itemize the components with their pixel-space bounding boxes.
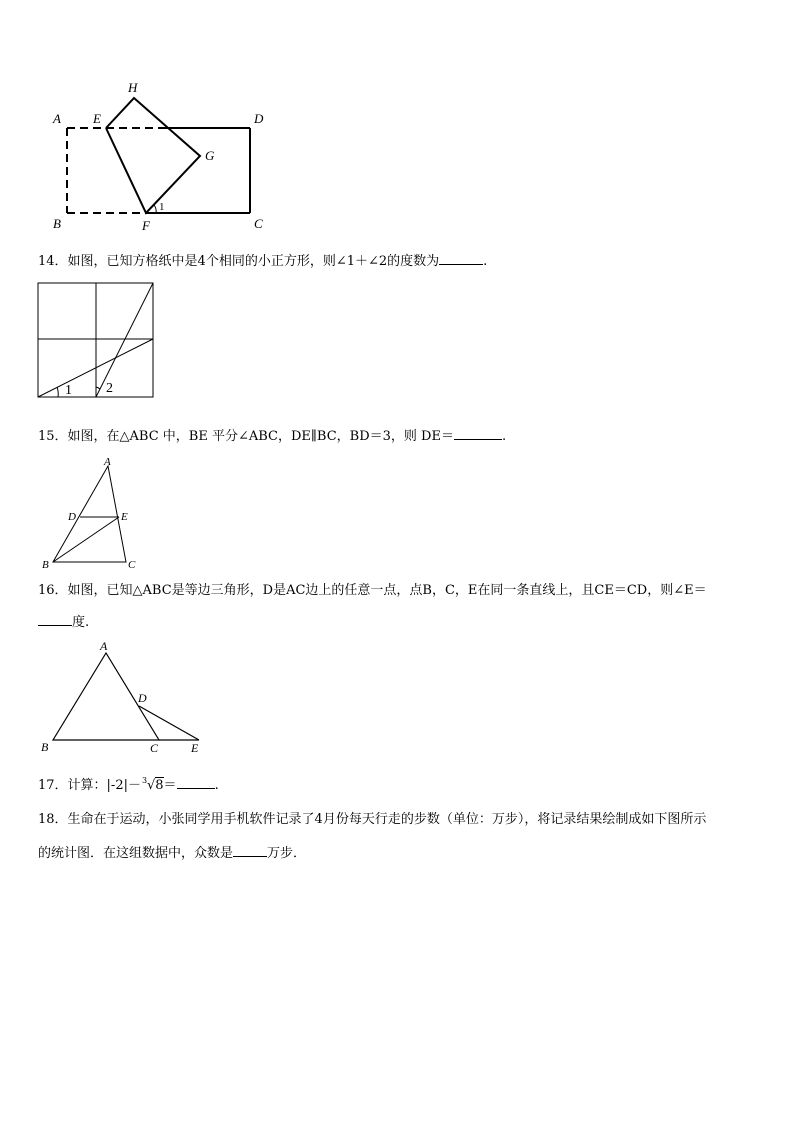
label-f: F [142, 218, 150, 233]
figure-15-triangle [36, 454, 156, 572]
label-a: A [104, 456, 111, 468]
question-14-period: . [483, 254, 488, 269]
label-e: E [93, 111, 101, 126]
question-17-text: 17．计算：|-2|－ [38, 778, 141, 793]
label-a: A [100, 639, 108, 653]
label-c: C [128, 559, 136, 571]
folded-quadrilateral-efgh [106, 98, 200, 213]
angle-1-arc [57, 387, 58, 397]
label-h: H [128, 80, 138, 95]
label-b: B [41, 740, 49, 754]
label-e: E [121, 511, 128, 523]
figure-14-grid [36, 281, 160, 401]
segment-be [53, 517, 119, 562]
cube-root-expression: 3 √8 [141, 776, 164, 796]
figure-13-folded-rectangle [0, 70, 300, 240]
label-c: C [150, 741, 159, 755]
question-16-line-2 [38, 611, 89, 633]
label-c: C [254, 216, 263, 231]
question-18-unit: 万步． [267, 846, 307, 861]
question-17-period: . [214, 778, 219, 793]
question-18-text-2: 的统计图．在这组数据中，众数是 [38, 846, 234, 861]
question-15 [38, 425, 506, 447]
answer-blank-18[interactable] [233, 842, 267, 857]
question-17-equals: ＝ [163, 778, 177, 793]
label-a: A [53, 111, 61, 126]
question-14-text: 14．如图，已知方格纸中是4个相同的小正方形，则∠1＋∠2的度数为 [38, 254, 440, 269]
answer-blank-16[interactable] [38, 611, 72, 626]
figure-16-equilateral-triangle [36, 638, 216, 758]
triangle-abc [53, 466, 126, 562]
question-15-period: . [501, 429, 507, 444]
label-b: B [42, 559, 49, 571]
line-to-top-right [96, 283, 153, 397]
question-16-line-1 [38, 581, 707, 601]
label-angle-1: 1 [159, 201, 165, 213]
question-14 [38, 250, 487, 272]
label-angle-2: 2 [106, 381, 113, 396]
angle-2-arc [96, 387, 100, 389]
answer-blank-17[interactable] [177, 774, 215, 789]
radicand: 8 [155, 778, 164, 793]
radical-index: 3 [141, 776, 148, 785]
question-17 [38, 774, 219, 796]
answer-blank-14[interactable] [439, 250, 483, 265]
question-16-unit: 度. [72, 615, 90, 630]
label-d: D [138, 691, 147, 705]
question-16-text: 16．如图，已知△ABC是等边三角形，D是AC边上的任意一点，点B，C，E在同一条直线上，且CE＝CD，则∠E＝ [38, 583, 707, 598]
question-18-line-1 [38, 810, 706, 830]
label-e: E [191, 741, 199, 755]
label-angle-1: 1 [65, 383, 72, 398]
answer-blank-15[interactable] [454, 425, 502, 440]
question-15-text: 15．如图，在△ABC 中，BE 平分∠ABC，DE∥BC，BD＝3，则 DE＝ [38, 429, 454, 444]
label-g: G [205, 148, 215, 163]
question-18-text: 18．生命在于运动，小张同学用手机软件记录了4月份每天行走的步数（单位：万步），将记录结果绘制成如下图所示 [38, 812, 707, 827]
question-18-line-2 [38, 842, 306, 864]
label-d: D [68, 511, 76, 523]
angle-1-arc [154, 205, 156, 213]
label-d: D [254, 111, 264, 126]
label-b: B [53, 216, 61, 231]
